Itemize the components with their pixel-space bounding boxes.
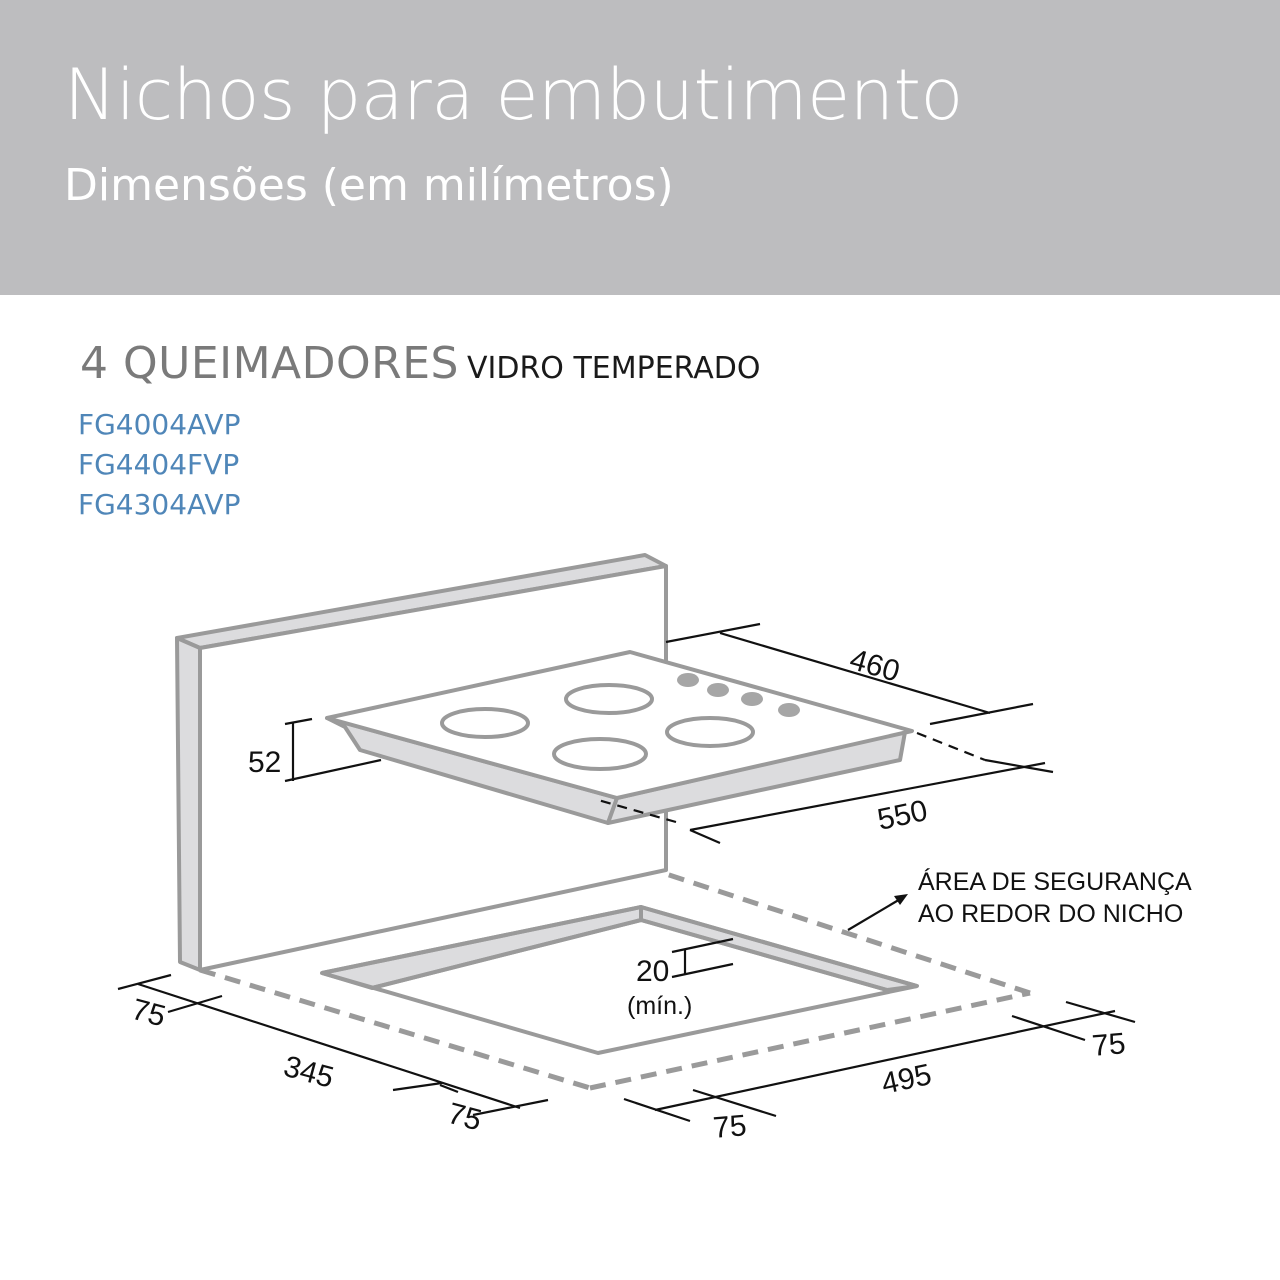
burner-count-heading: 4 QUEIMADORES xyxy=(80,338,459,389)
safety-note-line1: ÁREA DE SEGURANÇA xyxy=(918,868,1192,896)
dim-niche-depth-20: 20 xyxy=(636,955,670,988)
knob-icon xyxy=(741,692,763,706)
dim-width-460: 460 xyxy=(846,643,904,689)
model-item: FG4304AVP xyxy=(78,488,241,521)
knob-icon xyxy=(778,703,800,717)
safety-note-line2: AO REDOR DO NICHO xyxy=(918,900,1184,928)
dim-depth-550: 550 xyxy=(874,794,931,837)
dim-clearance-right-bottom: 75 xyxy=(711,1109,748,1145)
page-subtitle: Dimensões (em milímetros) xyxy=(64,160,674,211)
dim-clearance-left-top: 75 xyxy=(128,992,169,1034)
knob-icon xyxy=(707,683,729,697)
page-title: Nichos para embutimento xyxy=(64,54,963,136)
dim-height-52: 52 xyxy=(248,746,282,779)
arrow-head-icon xyxy=(894,894,908,905)
model-item: FG4004AVP xyxy=(78,408,241,441)
dim-niche-length-495: 495 xyxy=(878,1058,935,1101)
dim-clearance-right-top: 75 xyxy=(1090,1027,1127,1063)
material-heading: VIDRO TEMPERADO xyxy=(466,351,761,386)
dim-min-note: (mín.) xyxy=(627,992,693,1020)
dim-niche-width-345: 345 xyxy=(280,1049,338,1095)
dim-clearance-left-bottom: 75 xyxy=(444,1096,485,1138)
model-item: FG4404FVP xyxy=(78,448,240,481)
knob-icon xyxy=(677,673,699,687)
